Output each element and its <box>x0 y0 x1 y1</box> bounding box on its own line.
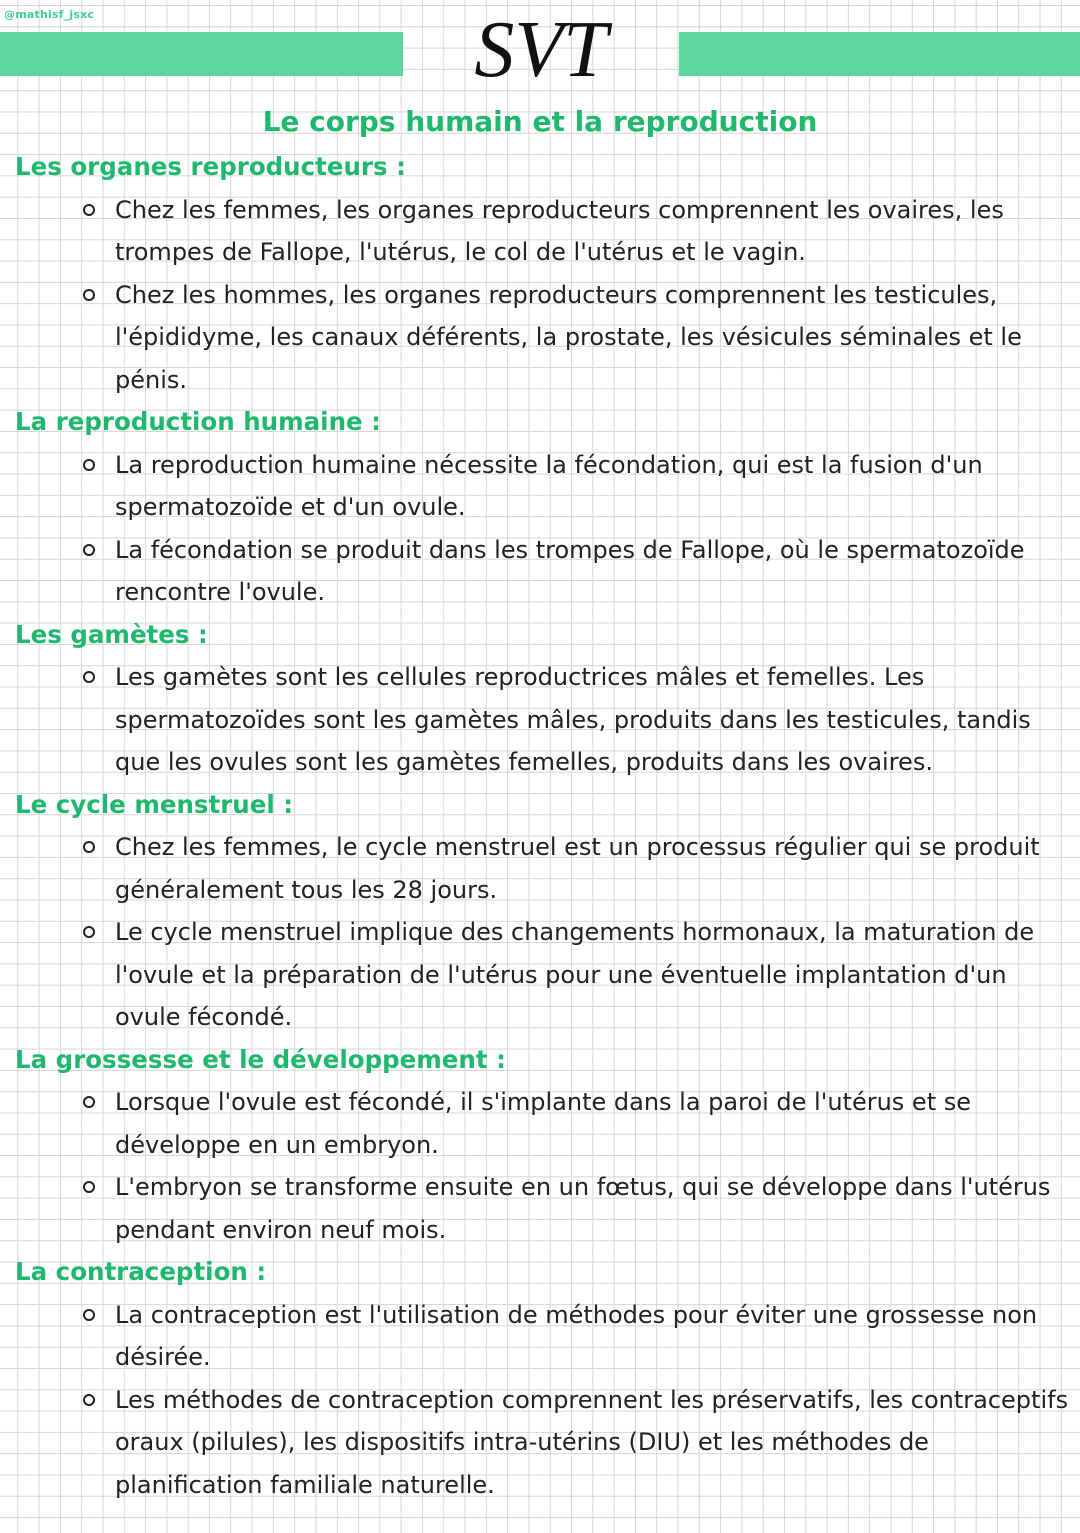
bullet-item: Chez les femmes, le cycle menstruel est un processus régulier qui se produit généralement tous les 28 jours. <box>15 826 1070 911</box>
bullet-item: Lorsque l'ovule est fécondé, il s'implante dans la paroi de l'utérus et se développe en un embryon. <box>15 1081 1070 1166</box>
page-title: SVT <box>474 6 608 94</box>
section-heading: La reproduction humaine : <box>15 407 381 436</box>
page-subtitle: Le corps humain et la reproduction <box>262 105 818 138</box>
section-reproduction-humaine <box>15 401 1070 614</box>
section-heading: Le cycle menstruel : <box>15 789 294 819</box>
bullet-item: Chez les hommes, les organes reproducteurs comprennent les testicules, l'épididyme, les canaux déférents, la prostate, les vésicules séminales et le pénis. <box>15 274 1070 402</box>
bullet-list <box>15 826 1070 1039</box>
bullet-item: La fécondation se produit dans les trompes de Fallope, où le spermatozoïde rencontre l'ovule. <box>15 529 1070 614</box>
header-band-left <box>0 32 403 76</box>
section-heading: La contraception : <box>15 1257 267 1286</box>
header-band-right <box>679 32 1080 76</box>
bullet-list <box>15 656 1070 784</box>
bullet-item: Chez les femmes, les organes reproducteurs comprennent les ovaires, les trompes de Fallope, l'utérus, le col de l'utérus et le vagin. <box>15 189 1070 274</box>
notes-content <box>15 146 1070 1506</box>
bullet-item: Les méthodes de contraception comprennent les préservatifs, les contraceptifs oraux (pilules), les dispositifs intra-utérins (DIU) et les méthodes de planification familiale naturelle. <box>15 1379 1070 1507</box>
bullet-item: Le cycle menstruel implique des changements hormonaux, la maturation de l'ovule et la préparation de l'utérus pour une éventuelle implantation d'un ovule fécondé. <box>15 911 1070 1039</box>
section-gametes <box>15 614 1070 784</box>
bullet-item: La reproduction humaine nécessite la fécondation, qui est la fusion d'un spermatozoïde et d'un ovule. <box>15 444 1070 529</box>
section-heading: Les organes reproducteurs : <box>15 152 406 181</box>
section-heading: Les gamètes : <box>15 619 208 649</box>
bullet-item: La contraception est l'utilisation de méthodes pour éviter une grossesse non désirée. <box>15 1294 1070 1379</box>
section-heading: La grossesse et le développement : <box>15 1044 506 1074</box>
author-handle: @mathisf_jsxc <box>4 8 95 21</box>
bullet-list <box>15 1081 1070 1251</box>
bullet-list <box>15 444 1070 614</box>
section-contraception <box>15 1251 1070 1506</box>
section-cycle-menstruel <box>15 784 1070 1039</box>
section-organes-reproducteurs <box>15 146 1070 401</box>
section-grossesse-developpement <box>15 1039 1070 1252</box>
bullet-list <box>15 189 1070 402</box>
bullet-list <box>15 1294 1070 1507</box>
bullet-item: Les gamètes sont les cellules reproductrices mâles et femelles. Les spermatozoïdes sont les gamètes mâles, produits dans les testicules, tandis que les ovules sont les gamètes femelles, produits dans les ovaires. <box>15 656 1070 784</box>
bullet-item: L'embryon se transforme ensuite en un fœtus, qui se développe dans l'utérus pendant environ neuf mois. <box>15 1166 1070 1251</box>
